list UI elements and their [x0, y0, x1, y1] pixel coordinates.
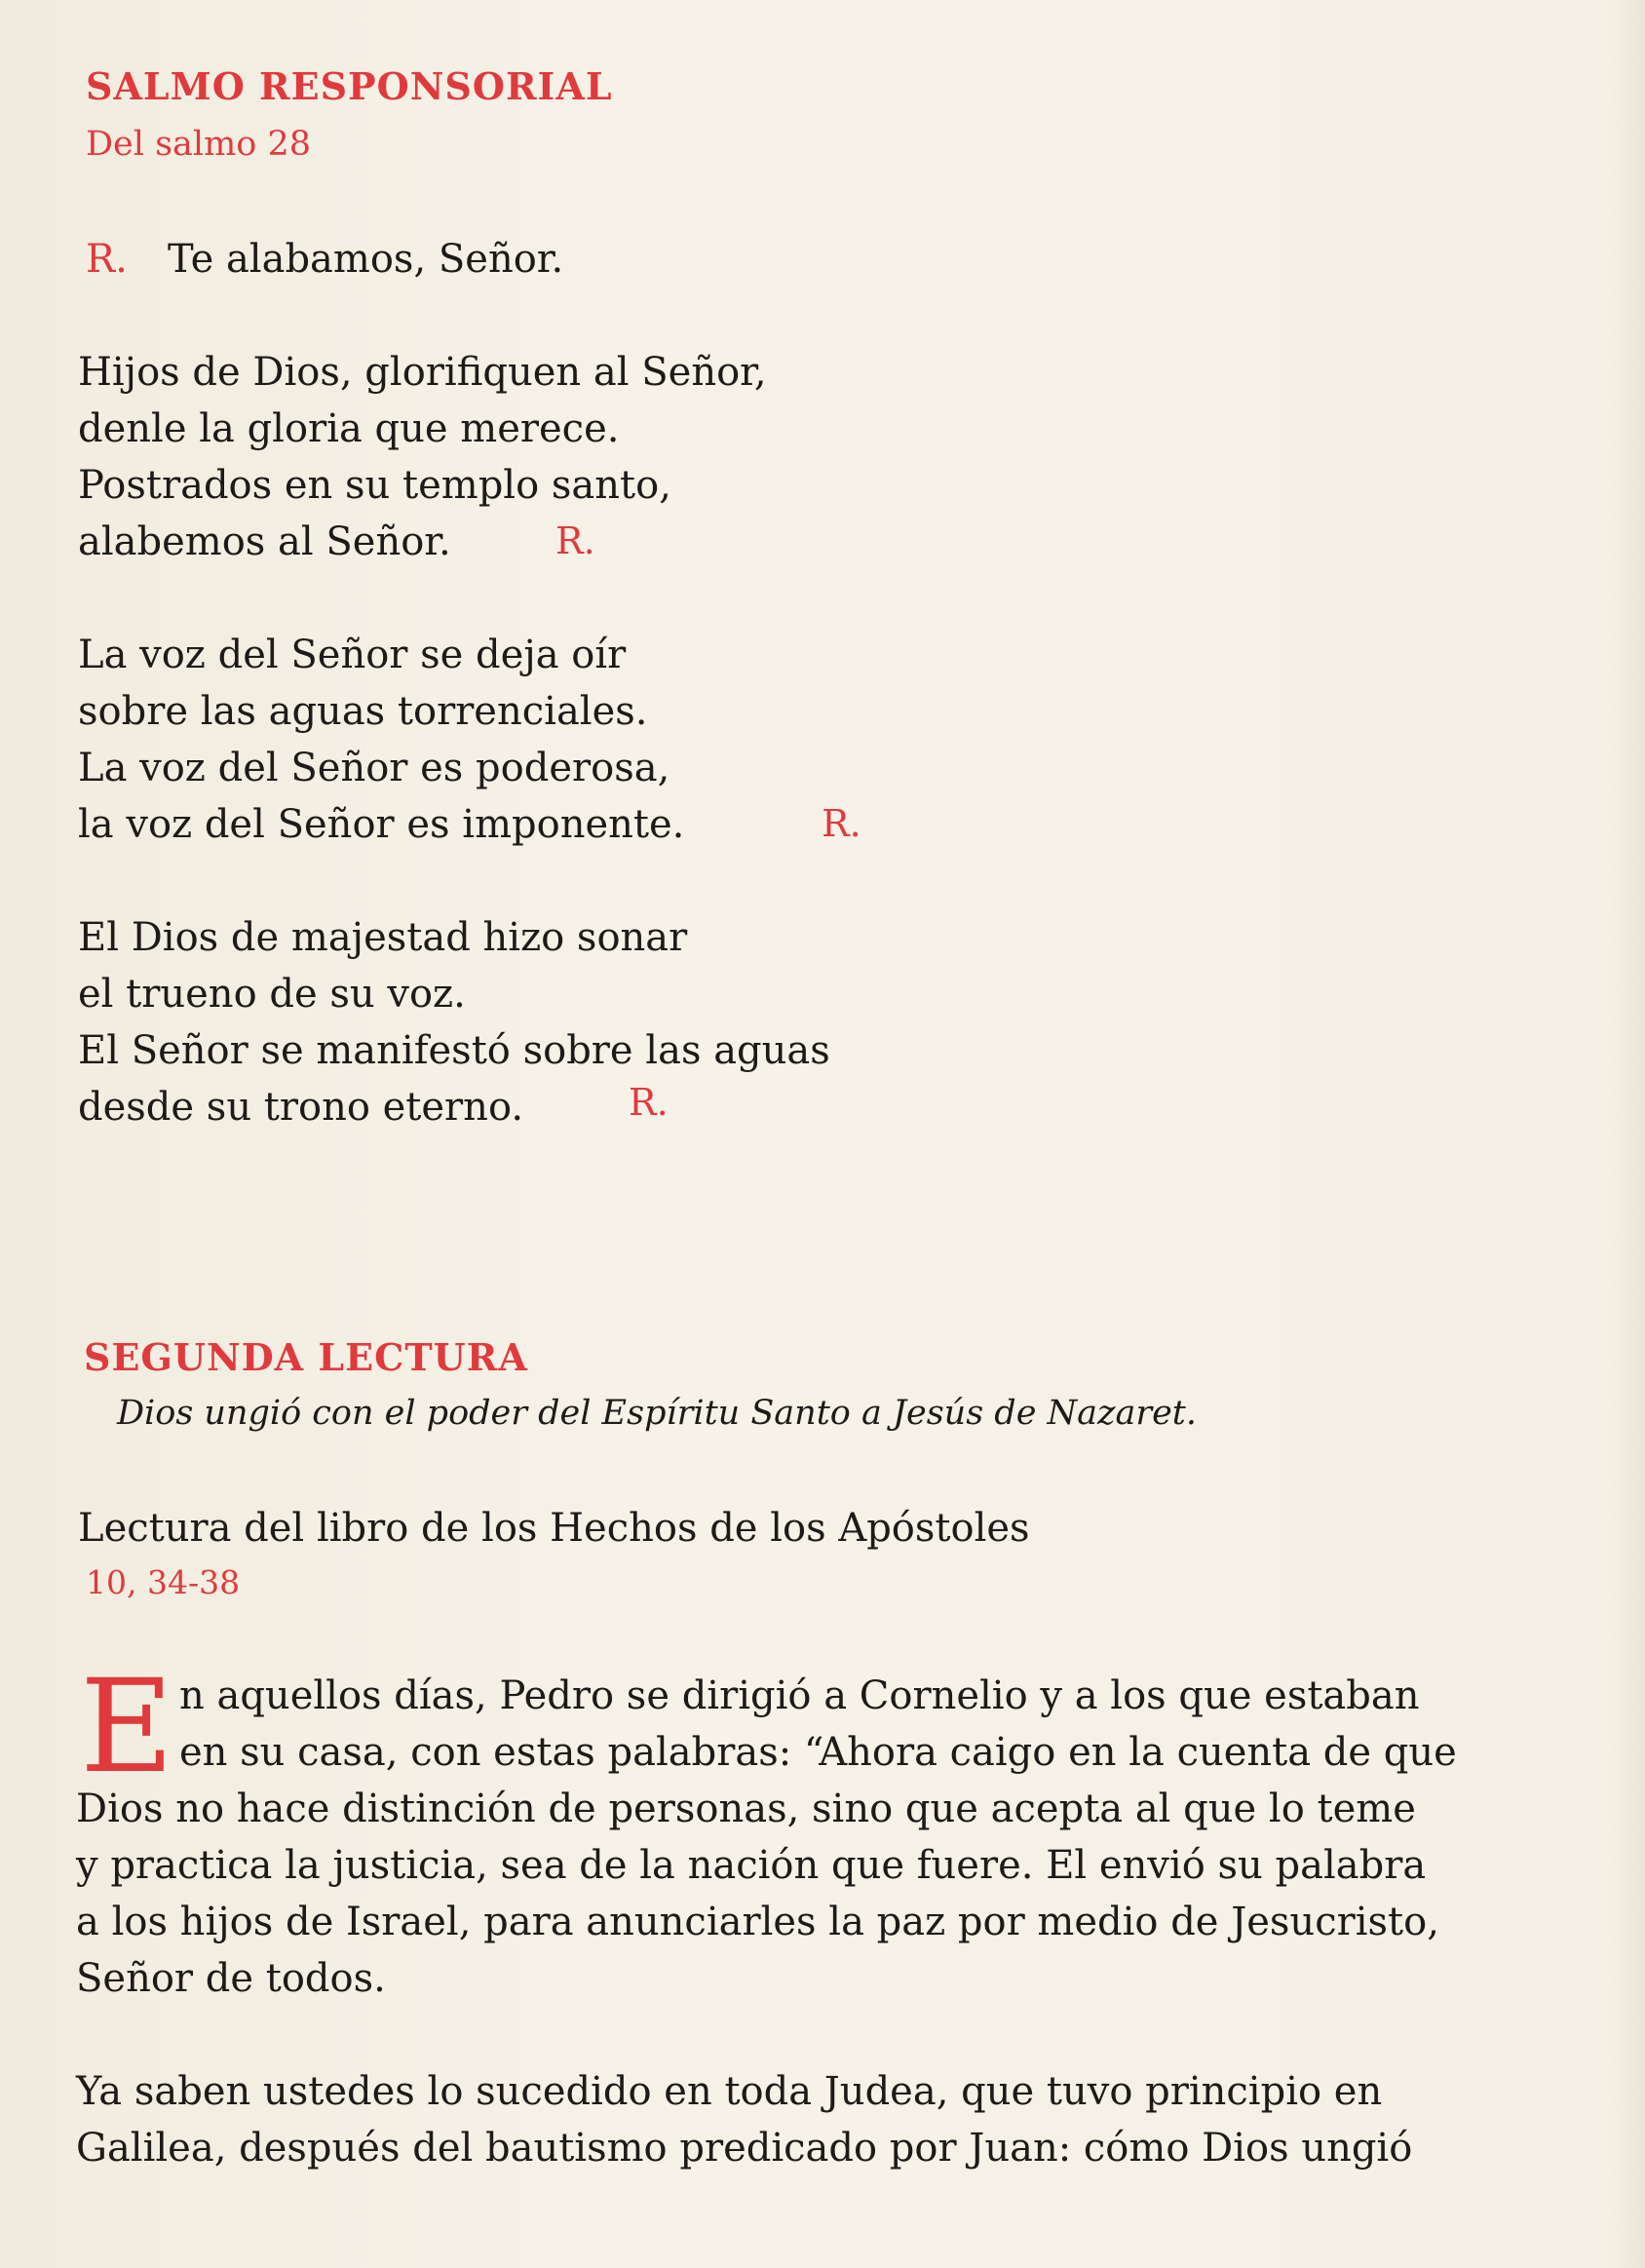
stanza2-line3: La voz del Señor es poderosa, [78, 746, 670, 790]
stanza2-response-marker: R. [822, 802, 861, 845]
stanza2-line1: La voz del Señor se deja oír [78, 633, 627, 677]
stanza1-line3: Postrados en su templo santo, [78, 463, 671, 508]
reading-reference: 10, 34-38 [86, 1563, 241, 1601]
paragraph2-line1: Ya saben ustedes lo sucedido en toda Judea, que tuvo principio en [76, 2069, 1383, 2114]
paragraph1-line1: n aquellos días, Pedro se dirigió a Cornelio y a los que estaban [179, 1673, 1420, 1718]
stanza2-line2: sobre las aguas torrenciales. [78, 689, 648, 734]
paragraph1-line5: a los hijos de Israel, para anunciarles la paz por medio de Jesucristo, [76, 1900, 1439, 1944]
stanza1-line4: alabemos al Señor. [78, 519, 451, 564]
drop-cap-letter: E [80, 1652, 174, 1802]
reading-title: Lectura del libro de los Hechos de los Apóstoles [78, 1506, 1030, 1551]
second-reading-heading: SEGUNDA LECTURA [84, 1335, 528, 1379]
stanza1-line1: Hijos de Dios, glorifiquen al Señor, [78, 350, 767, 395]
response-text: Te alabamos, Señor. [168, 237, 564, 282]
paragraph1-line4: y practica la justicia, sea de la nación que fuere. El envió su palabra [76, 1843, 1427, 1888]
paragraph1-line6: Señor de todos. [76, 1956, 386, 2001]
psalm-heading: SALMO RESPONSORIAL [86, 64, 613, 108]
stanza1-response-marker: R. [555, 519, 595, 562]
second-reading-theme: Dios ungió con el poder del Espíritu Santo a Jesús de Nazaret. [117, 1394, 1197, 1433]
response-marker: R. [86, 237, 128, 282]
stanza3-response-marker: R. [629, 1081, 669, 1124]
page-gutter-shadow [1606, 0, 1645, 2268]
stanza3-line4: desde su trono eterno. [78, 1085, 524, 1130]
paragraph2-line2: Galilea, después del bautismo predicado por Juan: cómo Dios ungió [76, 2126, 1413, 2171]
stanza3-line1: El Dios de majestad hizo sonar [78, 915, 688, 960]
stanza3-line3: El Señor se manifestó sobre las aguas [78, 1028, 830, 1073]
psalm-source: Del salmo 28 [86, 125, 312, 164]
stanza3-line2: el trueno de su voz. [78, 972, 466, 1017]
stanza2-line4: la voz del Señor es imponente. [78, 802, 685, 847]
stanza1-line2: denle la gloria que merece. [78, 406, 620, 451]
paragraph1-line3: Dios no hace distinción de personas, sino que acepta al que lo teme [76, 1787, 1416, 1831]
paragraph1-line2: en su casa, con estas palabras: “Ahora caigo en la cuenta de que [179, 1730, 1457, 1775]
